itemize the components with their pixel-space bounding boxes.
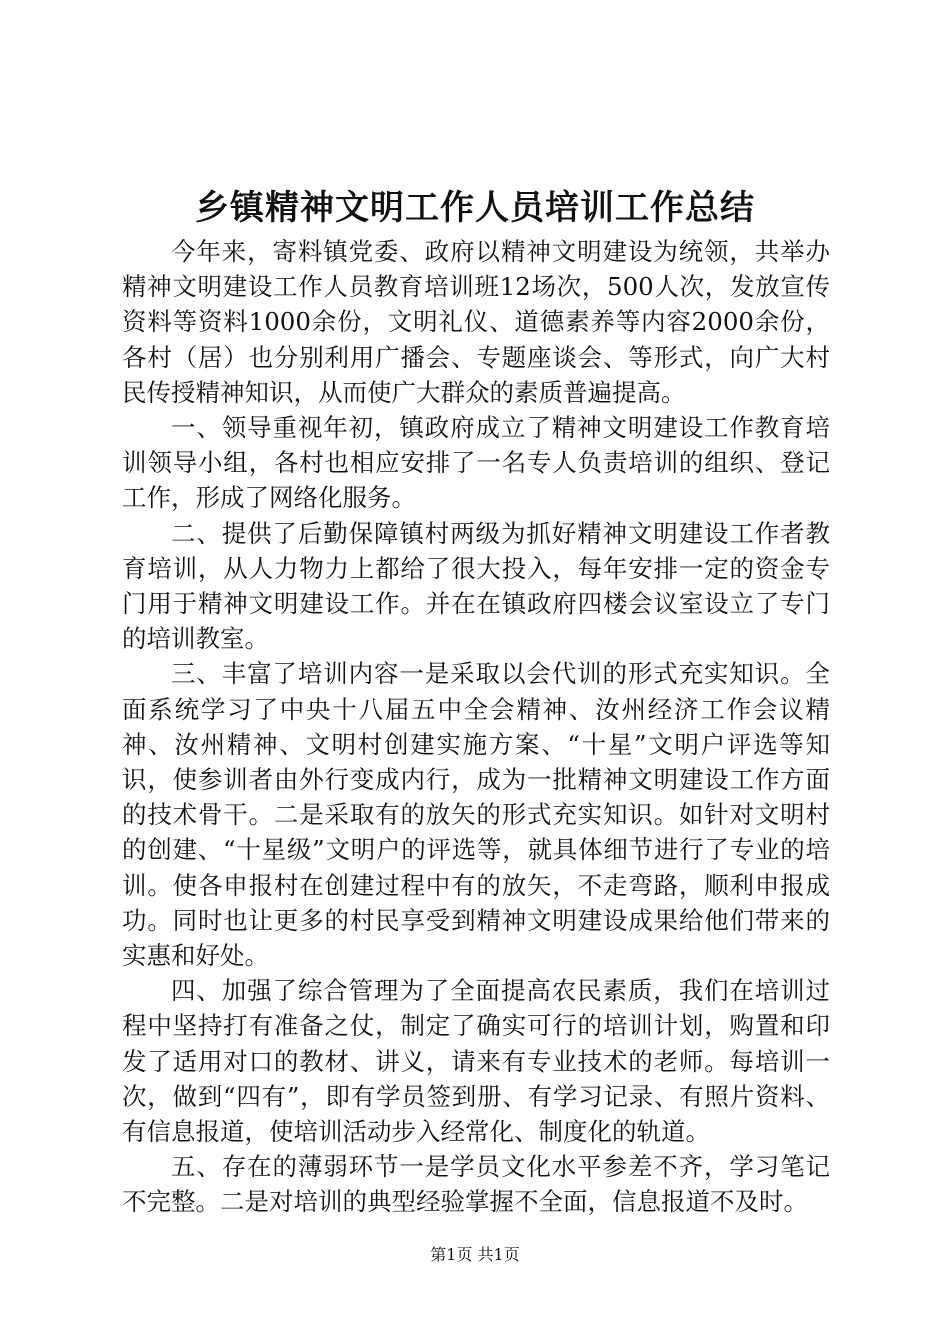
paragraph-section-2: 二、提供了后勤保障镇村两级为抓好精神文明建设工作者教育培训，从人力物力上都给了很大投入，每年安排一定的资金专门用于精神文明建设工作。并在在镇政府四楼会议室设立了专门的培训教室。 [122, 518, 830, 654]
document-body [122, 234, 830, 1220]
document-title: 乡镇精神文明工作人员培训工作总结 [195, 188, 755, 228]
paragraph-section-1: 一、领导重视年初，镇政府成立了精神文明建设工作教育培训领导小组，各村也相应安排了一名专人负责培训的组织、登记工作，形成了网络化服务。 [122, 413, 830, 513]
paragraph-section-5: 五、存在的薄弱环节一是学员文化水平参差不齐，学习笔记不完整。二是对培训的典型经验掌握不全面，信息报道不及时。 [122, 1152, 830, 1217]
paragraph-section-3: 三、丰富了培训内容一是采取以会代训的形式充实知识。全面系统学习了中央十八届五中全会精神、汝州经济工作会议精神、汝州精神、文明村创建实施方案、“十星”文明户评选等知识，使参训者由外行变成内行，成为一批精神文明建设工作方面的技术骨干。二是采取有的放矢的形式充实知识。如针对文明村的创建、“十星级”文明户的评选等，就具体细节进行了专业的培训。使各申报村在创建过程中有的放矢，不走弯路，顺利申报成功。同时也让更多的村民享受到精神文明建设成果给他们带来的实惠和好处。 [122, 659, 830, 971]
paragraph-section-4: 四、加强了综合管理为了全面提高农民素质，我们在培训过程中坚持打有准备之仗，制定了确实可行的培训计划，购置和印发了适用对口的教材、讲义，请来有专业技术的老师。每培训一次，做到“四有”，即有学员签到册、有学习记录、有照片资料、有信息报道，使培训活动步入经常化、制度化的轨道。 [122, 976, 830, 1147]
page-footer: 第1页 共1页 [430, 1245, 520, 1264]
paragraph-intro: 今年来，寄料镇党委、政府以精神文明建设为统领，共举办精神文明建设工作人员教育培训班12场次，500人次，发放宣传资料等资料1000余份，文明礼仪、道德素养等内容2000余份，各村（居）也分别利用广播会、专题座谈会、等形式，向广大村民传授精神知识，从而使广大群众的素质普遍提高。 [122, 237, 830, 407]
